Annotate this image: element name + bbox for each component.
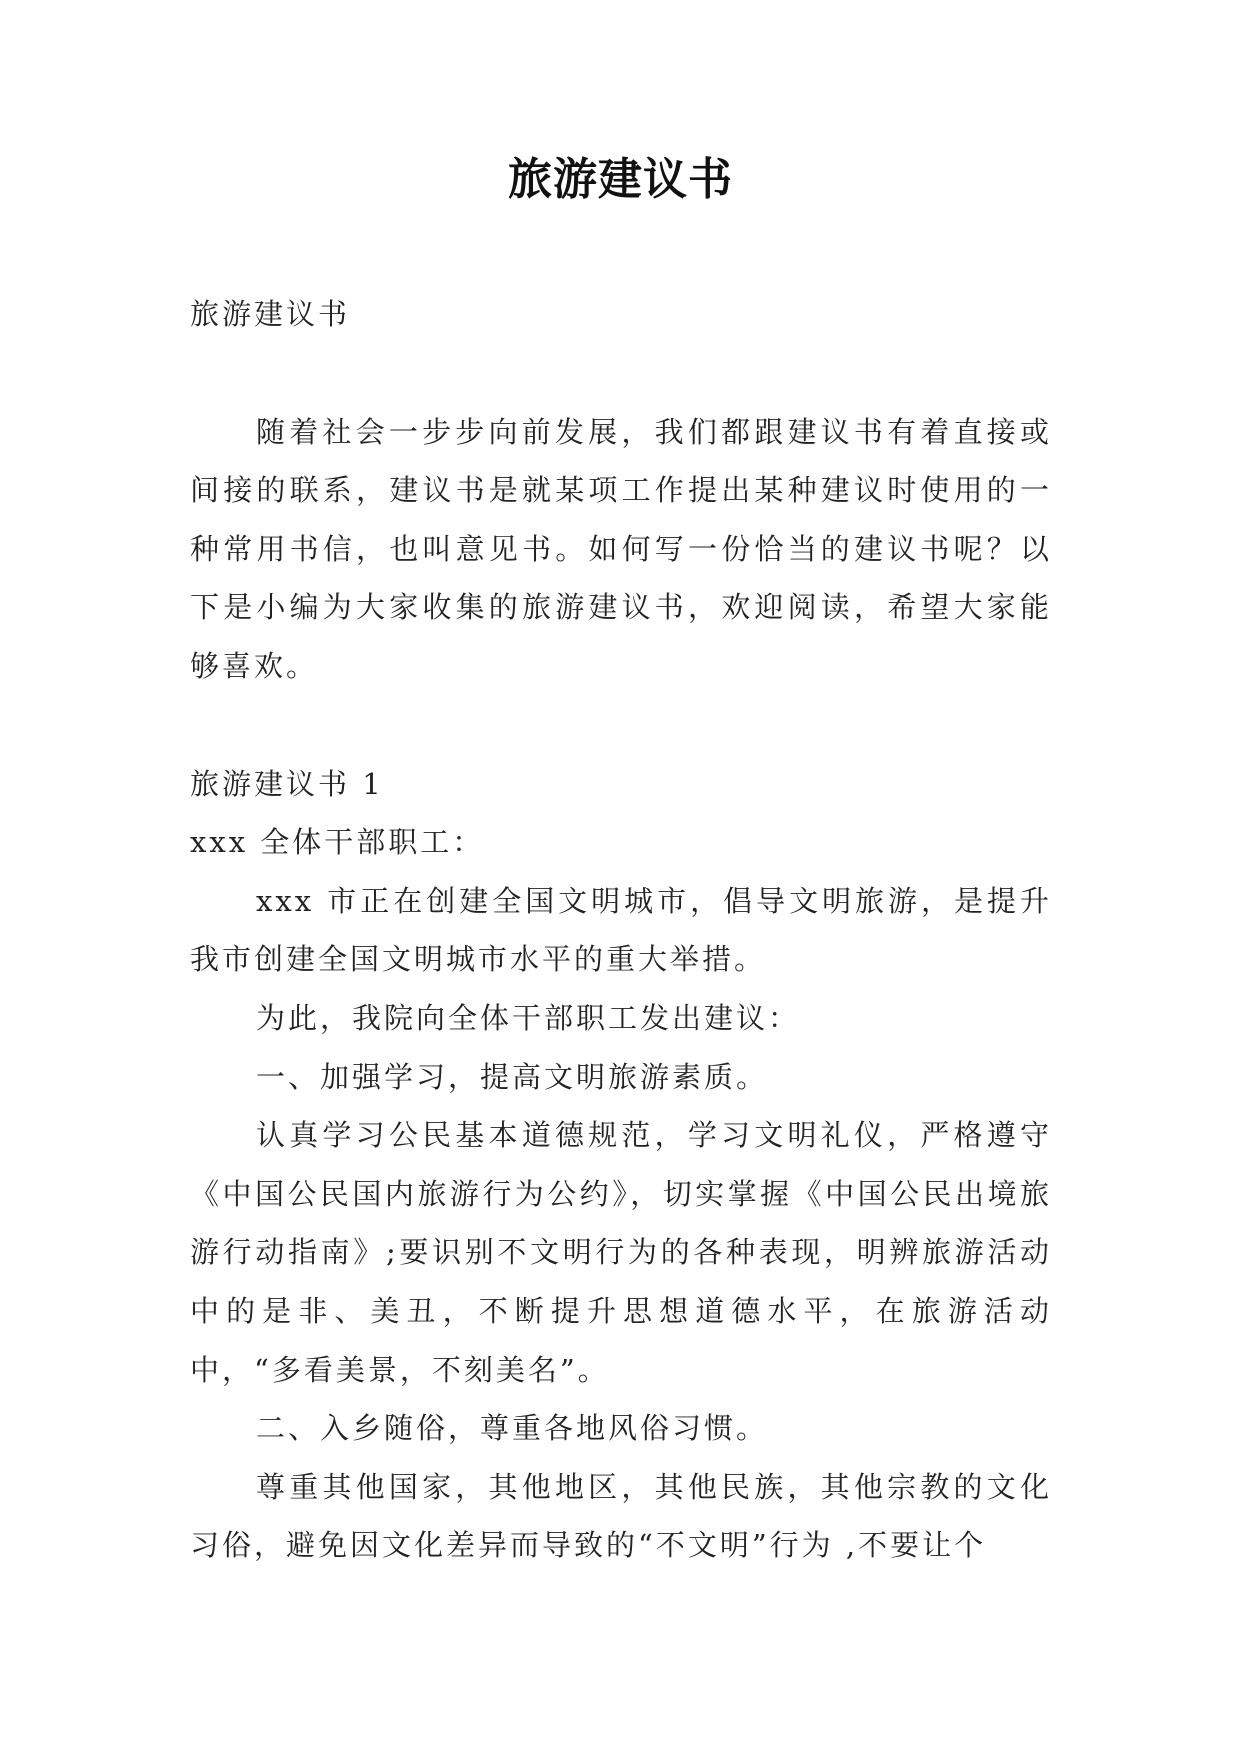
salutation: xxx 全体干部职工： — [190, 825, 485, 860]
body-paragraph: 尊重其他国家，其他地区，其他民族，其他宗教的文化习俗，避免因文化差异而导致的“不文明”行为 ,不要让个 — [190, 1469, 1052, 1563]
intro-paragraph: 随着社会一步步向前发展，我们都跟建议书有着直接或间接的联系，建议书是就某项工作提出某种建议时使用的一种常用书信，也叫意见书。如何写一份恰当的建议书呢？以下是小编为大家收集的旅游建议书，欢迎阅读，希望大家能够喜欢。 — [190, 414, 1052, 683]
body-paragraph: xxx 市正在创建全国文明城市，倡导文明旅游，是提升我市创建全国文明城市水平的重大举措。 — [190, 883, 1052, 977]
body-paragraph: 认真学习公民基本道德规范，学习文明礼仪，严格遵守《中国公民国内旅游行为公约》，切实掌握《中国公民出境旅游行动指南》;要识别不文明行为的各种表现，明辨旅游活动中的是非、美丑，不断提升思想道德水平，在旅游活动中，“多看美景，不刻美名”。 — [190, 1118, 1052, 1387]
document-subtitle: 旅游建议书 — [190, 297, 351, 331]
spacer — [190, 344, 1052, 403]
body-paragraph: 为此，我院向全体干部职工发出建议： — [256, 1000, 801, 1035]
section-heading: 旅游建议书 1 — [190, 766, 384, 801]
point-heading: 二、入乡随俗，尊重各地风俗习惯。 — [256, 1411, 769, 1446]
document-title: 旅游建议书 — [508, 154, 733, 205]
point-heading: 一、加强学习，提高文明旅游素质。 — [256, 1059, 769, 1094]
document-body — [190, 285, 1052, 1575]
spacer — [190, 696, 1052, 755]
